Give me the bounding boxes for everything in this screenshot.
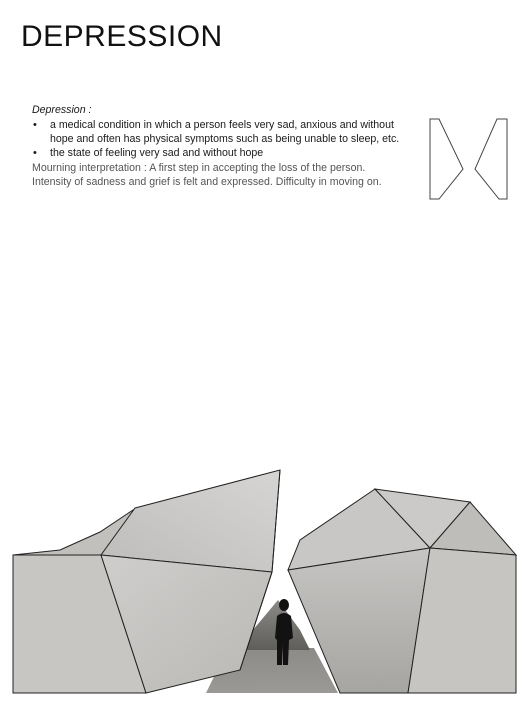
meanings-list [32, 118, 417, 160]
interpretation-line: Mourning interpretation : A first step in accepting the loss of the person. [32, 162, 366, 174]
meaning-item: • a medical condition in which a person feels very sad, anxious and without hope and often has physical symptoms such as being unable to sleep, etc. [32, 118, 417, 146]
left-stone-block [13, 470, 280, 693]
right-stone-block [288, 489, 516, 693]
meaning-item: • the state of feeling very sad and without hope [32, 146, 417, 160]
definition-block [32, 103, 417, 189]
monument-render [0, 460, 530, 723]
interpretation-line: Intensity of sadness and grief is felt and expressed. Difficulty in moving on. [32, 176, 382, 188]
definition-term: Depression : [32, 104, 92, 116]
split-wedge-plan-icon [427, 117, 511, 203]
page-title: DEPRESSION [21, 20, 223, 53]
